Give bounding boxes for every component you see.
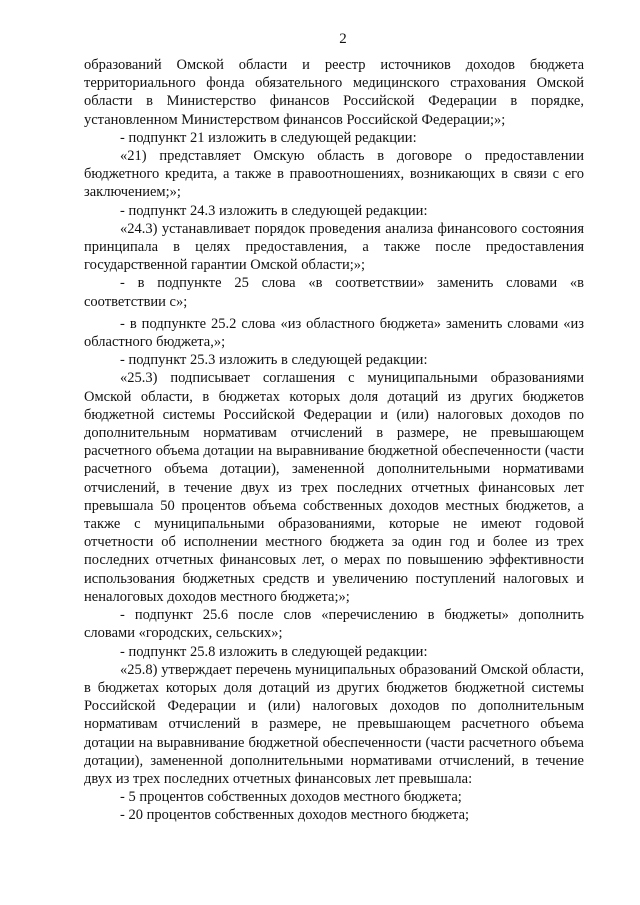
page-number: 2 — [339, 31, 347, 47]
amendment-text-21: «21) представляет Омскую область в договоре о предоставлении бюджетного кредита, а также в правоотношениях, возникающих в связи с его заключением;»; — [84, 148, 584, 201]
instruction-subparagraph-25-6: - подпункт 25.6 после слов «перечислению в бюджеты» дополнить словами «городских, сельских»; — [84, 607, 584, 642]
list-item-5-percent: - 5 процентов собственных доходов местного бюджета; — [120, 789, 462, 806]
document-page — [84, 30, 584, 825]
instruction-subparagraph-21: - подпункт 21 изложить в следующей редакции: — [120, 129, 417, 146]
instruction-subparagraph-25-8: - подпункт 25.8 изложить в следующей редакции: — [120, 643, 428, 660]
instruction-subparagraph-25-2: - в подпункте 25.2 слова «из областного бюджета» заменить словами «из областного бюджета,»; — [84, 315, 584, 351]
instruction-subparagraph-25-3: - подпункт 25.3 изложить в следующей редакции: — [120, 352, 428, 369]
amendment-text-24-3: «24.3) устанавливает порядок проведения анализа финансового состояния принципала в целях предоставления, а также после предоставления государственной гарантии Омской области;»; — [84, 220, 584, 274]
list-item-20-percent: - 20 процентов собственных доходов местного бюджета; — [120, 807, 470, 824]
paragraph-continuation: образований Омской области и реестр источников доходов бюджета территориального фонда обязательного медицинского страхования Омской области в Министерство финансов Российской Федерации в порядке, установленном Министерством финансов Российской Федерации;»; — [84, 57, 584, 128]
amendment-text-25-8: «25.8) утверждает перечень муниципальных образований Омской области, в бюджетах которых доля дотаций из других бюджетов бюджетной системы Российской Федерации и (или) налоговых доходов по дополнительным нормативам отчислений в размере, не превышающем расчетного объема дотации на выравнивание бюджетной обеспеченности (части расчетного объема дотации), замененной дополнительными нормативами отчислений, в течение двух из трех последних отчетных финансовых лет превышала: — [84, 661, 584, 787]
amendment-text-25-3: «25.3) подписывает соглашения с муниципальными образованиями Омской области, в бюджетах которых доля дотаций из других бюджетов бюджетной системы Российской Федерации и (или) налоговых доходов по дополнительным нормативам отчислений в размере, не превышающем расчетного объема дотации на выравнивание бюджетной обеспеченности (части расчетного объема дотации), замененной дополнительными нормативами отчислений, в течение двух из трех последних отчетных финансовых лет превышала 50 процентов объема собственных доходов местных бюджетов, а также с муниципальными образованиями, которые не имеют годовой отчетности об исполнении местного бюджета за один год и более из трех последних отчетных финансовых лет, о мерах по повышению эффективности использования бюджетных средств и увеличению поступлений налоговых и неналоговых доходов местного бюджета;»; — [84, 370, 584, 605]
instruction-subparagraph-25: - в подпункте 25 слова «в соответствии» заменить словами «в соответствии с»; — [84, 275, 584, 310]
instruction-subparagraph-24-3: - подпункт 24.3 изложить в следующей редакции: — [120, 202, 428, 219]
